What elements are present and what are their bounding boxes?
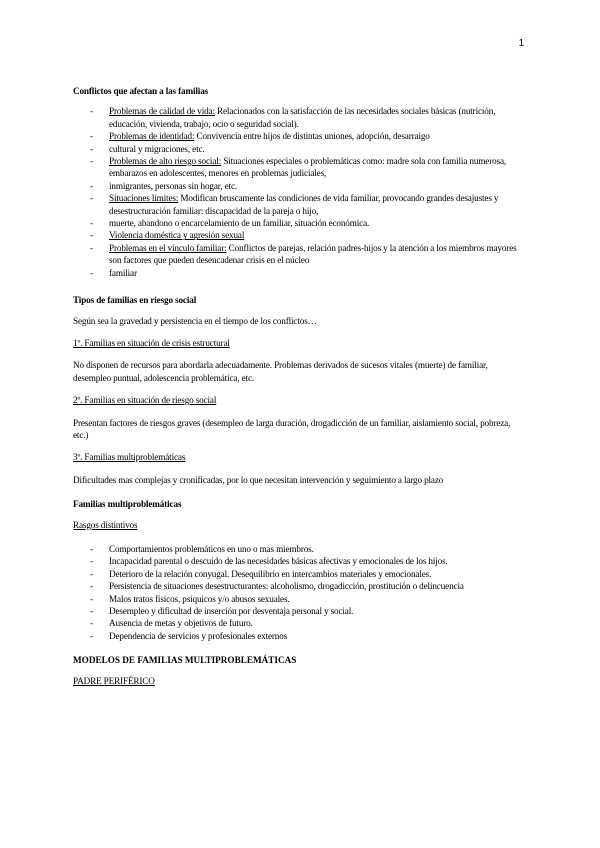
- item-text: inmigrantes, personas sin hogar, etc.: [109, 180, 238, 191]
- section-intro: Según sea la gravedad y persistencia en el tiempo de los conflictos…: [73, 315, 317, 326]
- item-text: Relacionados con la satisfacción de las necesidades sociales básicas (nutrición, educación, vivienda, trabajo, ocio o seguridad social).: [109, 106, 496, 129]
- item-label: Problemas de calidad de vida:: [109, 106, 215, 117]
- type-description-3: Dificultades mas complejas y cronificadas, por lo que necesitan intervención y seguimiento a largo plazo: [73, 474, 444, 485]
- item-label: Situaciones límites:: [109, 193, 179, 204]
- list-item: [73, 155, 518, 180]
- document-body: [73, 85, 518, 687]
- section-title-tipos: Tipos de familias en riesgo social: [73, 295, 197, 306]
- list-item: [73, 143, 518, 155]
- item-label: Problemas de identidad:: [109, 131, 195, 142]
- item-text: Modifican bruscamente las condiciones de vida familiar, provocando grandes desajustes y desestructuración familiar: discapacidad de la pareja o hijo,: [109, 193, 499, 216]
- item-label: Violencia doméstica y agresión sexual: [109, 230, 245, 241]
- section-title-modelos: MODELOS DE FAMILIAS MULTIPROBLEMÁTICAS: [73, 655, 297, 666]
- conflicts-list: [73, 105, 518, 279]
- traits-list: [73, 543, 518, 642]
- item-text: familiar: [109, 267, 137, 278]
- type-heading-1: 1º. Familias en situación de crisis estructural: [73, 337, 230, 348]
- list-item: - Incapacidad parental o descuido de las necesidades básicas afectivas y emocionales de los hijos.: [73, 555, 518, 567]
- item-text: cultural y migraciones, etc.: [109, 143, 205, 154]
- item-text: Convivencia entre hijos de distintas uniones, adopción, desarraigo: [194, 131, 430, 142]
- subheading-padre-periferico: PADRE PERIFÉRICO: [73, 675, 155, 686]
- list-item: [73, 105, 518, 130]
- item-text: muerte, abandono o encarcelamiento de un familiar, situación económica.: [109, 218, 370, 229]
- list-item: - Comportamientos problemáticos en uno o mas miembros.: [73, 543, 518, 555]
- item-text: Situaciones especiales o problemáticas como: madre sola con familia numerosa, embarazos en adolescentes, menores en problemas judiciales,: [109, 156, 507, 179]
- section-title-multiproblematicas: Familias multiproblemáticas: [73, 499, 182, 510]
- type-heading-2: 2º. Familias en situación de riesgo social: [73, 395, 217, 406]
- list-item: [73, 267, 518, 279]
- item-label: Problemas de alto riesgo social:: [109, 156, 222, 167]
- list-item: [73, 242, 518, 267]
- list-item: - Persistencia de situaciones desestructurantes: alcoholismo, drogadicción, prostitución o delincuencia: [73, 580, 518, 592]
- item-text: Conflictos de parejas, relación padres-hijos y la atención a los miembros mayores son factores que pueden desencadenar crisis en el núcleo: [109, 242, 517, 266]
- list-item: [73, 180, 518, 192]
- item-label: Problemas en el vínculo familiar:: [109, 242, 227, 253]
- list-item: - Deterioro de la relación conyugal. Desequilibrio en intercambios materiales y emocionales.: [73, 568, 518, 580]
- list-item: - Malos tratos físicos, psíquicos y/o abusos sexuales.: [73, 593, 518, 605]
- list-item: - Ausencia de metas y objetivos de futuro.: [73, 617, 518, 629]
- section-title-conflictos: Conflictos que afectan a las familias: [73, 86, 209, 96]
- subheading-rasgos: Rasgos distintivos: [73, 519, 138, 530]
- list-item: - Desempleo y dificultad de inserción por desventaja personal y social.: [73, 605, 518, 617]
- page-number: 1: [518, 38, 524, 49]
- list-item: - Dependencia de servicios y profesionales externos: [73, 630, 518, 642]
- list-item: [73, 217, 518, 229]
- type-description-1: No disponen de recursos para abordarla adecuadamente. Problemas derivados de sucesos vitales (muerte) de familiar, desempleo puntual, adolescencia problemática, etc.: [73, 360, 488, 383]
- type-heading-3: 3º. Familias multiproblemáticas: [73, 452, 186, 463]
- list-item: [73, 130, 518, 142]
- list-item: [73, 192, 518, 217]
- list-item: [73, 229, 518, 241]
- type-description-2: Presentan factores de riesgos graves (desempleo de larga duración, drogadicción de un familiar, aislamiento social, pobreza, etc.): [73, 417, 511, 440]
